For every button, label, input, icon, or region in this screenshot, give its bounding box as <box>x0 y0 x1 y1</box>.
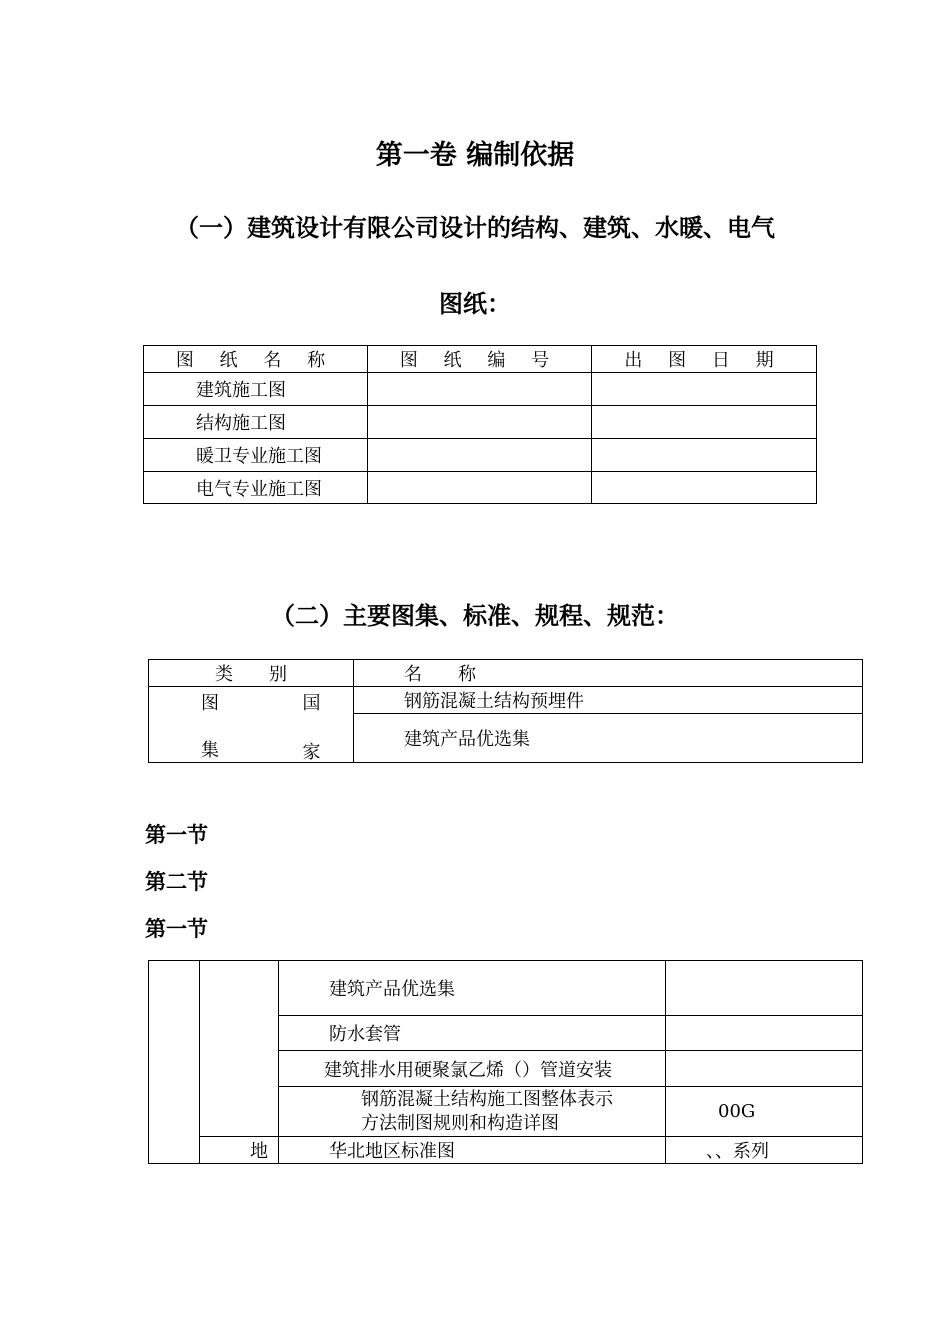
standard-name-cell: 建筑产品优选集 <box>354 714 863 763</box>
drawing-number-cell <box>368 439 592 472</box>
standard-code-cell: 00G <box>666 1087 863 1137</box>
table-header-row <box>149 660 863 687</box>
standard-code-cell <box>666 1016 863 1051</box>
drawing-name-cell: 结构施工图 <box>144 406 368 439</box>
table-row <box>144 406 817 439</box>
section2-heading: （二）主要图集、标准、规程、规范： <box>271 602 679 630</box>
drawing-number-cell <box>368 406 592 439</box>
standard-name-cell: 钢筋混凝土结构预埋件 <box>354 687 863 714</box>
standard-name-cell: 建筑产品优选集 <box>279 961 666 1016</box>
header-name: 名 称 <box>354 660 863 687</box>
drawings-table <box>143 345 817 504</box>
drawing-number-cell <box>368 373 592 406</box>
standard-name-cell: 华北地区标准图 <box>279 1137 666 1164</box>
category-national-bottom: 家 <box>302 742 321 763</box>
table-row <box>144 373 817 406</box>
standard-name-cell: 建筑排水用硬聚氯乙烯（）管道安装 <box>279 1051 666 1087</box>
standards-detail-table <box>148 960 863 1164</box>
header-drawing-name: 图 纸 名 称 <box>144 346 368 373</box>
header-drawing-number: 图 纸 编 号 <box>368 346 592 373</box>
section-label: 第二节 <box>145 870 208 894</box>
section-label: 第一节 <box>145 823 208 847</box>
standard-name-line1: 钢筋混凝土结构施工图整体表示 <box>361 1088 613 1110</box>
issue-date-cell <box>592 439 817 472</box>
drawing-name-cell: 建筑施工图 <box>144 373 368 406</box>
section1-heading-line2: 图纸： <box>439 290 511 318</box>
category-national-cell <box>251 687 354 763</box>
category-cell <box>149 961 200 1164</box>
header-issue-date: 出 图 日 期 <box>592 346 817 373</box>
category-atlas-cell <box>149 687 251 763</box>
region-cell: 地 <box>200 1137 279 1164</box>
subcategory-cell <box>200 961 279 1137</box>
category-atlas-top: 图 <box>201 693 219 714</box>
category-national-top: 国 <box>302 693 321 714</box>
standard-name-line2: 方法制图规则和构造详图 <box>361 1112 559 1134</box>
issue-date-cell <box>592 472 817 504</box>
standards-table <box>148 659 863 763</box>
standard-code-cell <box>666 1051 863 1087</box>
table-row <box>144 472 817 504</box>
section1-heading-line1: （一）建筑设计有限公司设计的结构、建筑、水暖、电气 <box>175 214 775 242</box>
category-atlas-bottom: 集 <box>201 740 219 761</box>
table-header-row <box>144 346 817 373</box>
drawing-number-cell <box>368 472 592 504</box>
standard-code-cell <box>666 961 863 1016</box>
standard-name-cell: 防水套管 <box>279 1016 666 1051</box>
table-row <box>149 687 863 714</box>
header-category: 类 别 <box>149 660 354 687</box>
issue-date-cell <box>592 406 817 439</box>
table-row <box>149 1137 863 1164</box>
drawing-name-cell: 电气专业施工图 <box>144 472 368 504</box>
table-row <box>144 439 817 472</box>
table-row <box>149 961 863 1016</box>
section-label: 第一节 <box>145 917 208 941</box>
standard-name-cell <box>279 1087 666 1137</box>
issue-date-cell <box>592 373 817 406</box>
page-title: 第一卷 编制依据 <box>375 140 575 171</box>
standard-code-cell: 、、系列 <box>666 1137 863 1164</box>
drawing-name-cell: 暖卫专业施工图 <box>144 439 368 472</box>
